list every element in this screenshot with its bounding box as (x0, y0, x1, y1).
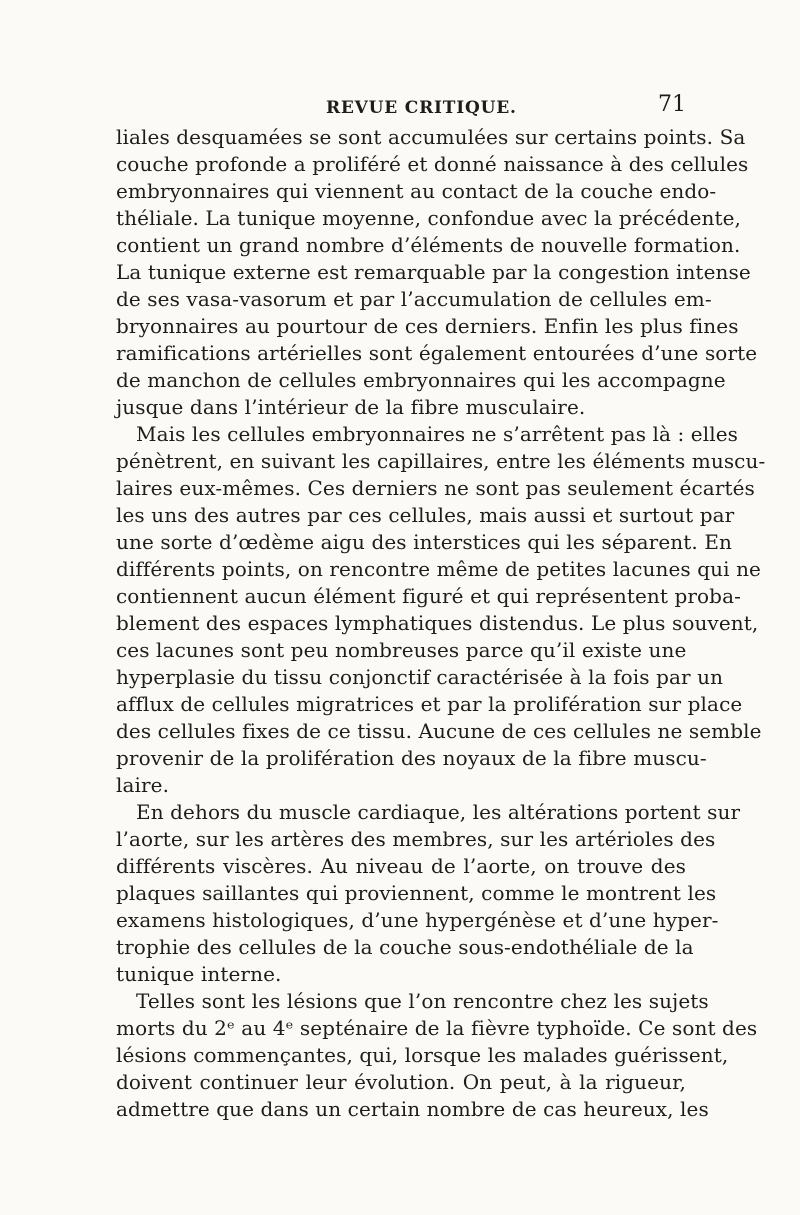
text-line: tunique interne. (116, 962, 282, 986)
page-number: 71 (658, 92, 686, 117)
text-line: de ses vasa-vasorum et par l’accumulation de cellules em- (116, 287, 712, 311)
text-line: ces lacunes sont peu nombreuses parce qu’il existe une (116, 638, 687, 662)
text-line: hyperplasie du tissu conjonctif caractérisée à la fois par un (116, 665, 724, 689)
text-line: pénètrent, en suivant les capillaires, entre les éléments muscu- (116, 449, 766, 473)
text-line: En dehors du muscle cardiaque, les altérations portent sur (136, 800, 741, 824)
text-line: afflux de cellules migratrices et par la prolifération sur place (116, 692, 743, 716)
text-line: lésions commençantes, qui, lorsque les malades guérissent, (116, 1043, 729, 1067)
text-line: contient un grand nombre d’éléments de nouvelle formation. (116, 233, 741, 257)
text-line: une sorte d’œdème aigu des interstices qui les séparent. En (116, 530, 732, 554)
text-line: différents points, on rencontre même de petites lacunes qui ne (116, 557, 761, 581)
text-line: couche profonde a proliféré et donné naissance à des cellules (116, 152, 749, 176)
text-line: jusque dans l’intérieur de la fibre musculaire. (116, 395, 586, 419)
text-line: différents viscères. Au niveau de l’aorte, on trouve des (116, 854, 686, 878)
text-line: embryonnaires qui viennent au contact de la couche endo- (116, 179, 717, 203)
text-line: Telles sont les lésions que l’on rencontre chez les sujets (136, 989, 709, 1013)
text-line: des cellules fixes de ce tissu. Aucune de ces cellules ne semble (116, 719, 762, 743)
text-line: bryonnaires au pourtour de ces derniers. Enfin les plus fines (116, 314, 739, 338)
text-line: La tunique externe est remarquable par la congestion intense (116, 260, 751, 284)
text-line: laires eux-mêmes. Ces derniers ne sont pas seulement écartés (116, 476, 755, 500)
running-head: REVUE CRITIQUE. (326, 98, 517, 118)
text-line: ramifications artérielles sont également entourées d’une sorte (116, 341, 758, 365)
text-line: plaques saillantes qui proviennent, comme le montrent les (116, 881, 717, 905)
text-line: liales desquamées se sont accumulées sur certains points. Sa (116, 125, 746, 149)
text-line: examens histologiques, d’une hypergénèse et d’une hyper- (116, 908, 719, 932)
text-line: les uns des autres par ces cellules, mais aussi et surtout par (116, 503, 735, 527)
text-line: blement des espaces lymphatiques distendus. Le plus souvent, (116, 611, 759, 635)
text-line: doivent continuer leur évolution. On peut, à la rigueur, (116, 1070, 686, 1094)
text-line: l’aorte, sur les artères des membres, sur les artérioles des (116, 827, 716, 851)
text-line: provenir de la prolifération des noyaux de la fibre muscu- (116, 746, 707, 770)
text-line: Mais les cellules embryonnaires ne s’arrêtent pas là : elles (136, 422, 739, 446)
page-header (116, 92, 686, 126)
text-line: théliale. La tunique moyenne, confondue avec la précédente, (116, 206, 742, 230)
text-line: trophie des cellules de la couche sous-endothéliale de la (116, 935, 694, 959)
body-text (116, 124, 766, 1123)
text-line: contiennent aucun élément figuré et qui représentent proba- (116, 584, 741, 608)
text-line: admettre que dans un certain nombre de cas heureux, les (116, 1097, 709, 1121)
text-line: laire. (116, 773, 170, 797)
text-line: de manchon de cellules embryonnaires qui les accompagne (116, 368, 726, 392)
text-line: morts du 2ᵉ au 4ᵉ septénaire de la fièvre typhoïde. Ce sont des (116, 1016, 758, 1040)
